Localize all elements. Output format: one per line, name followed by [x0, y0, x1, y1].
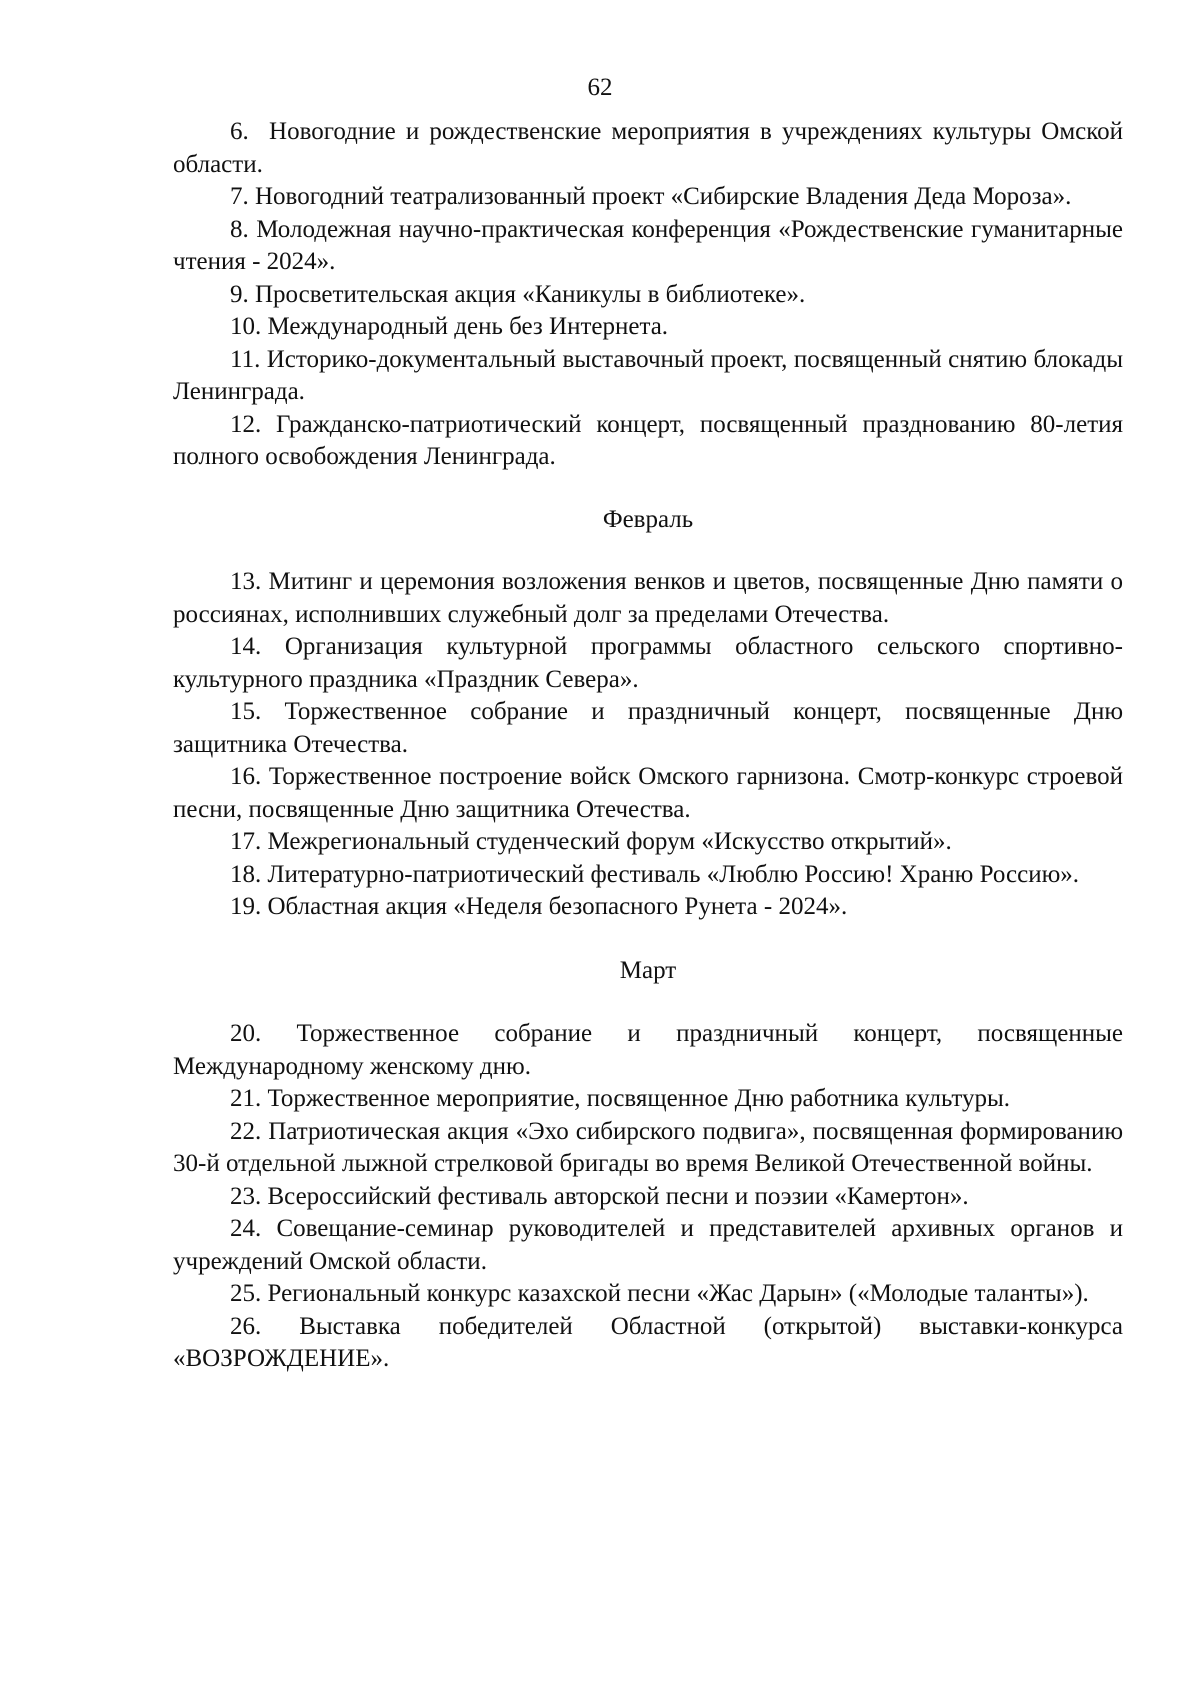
section-heading-march: Март [619, 956, 677, 984]
list-item: 17. Межрегиональный студенческий форум «Искусство открытий». [230, 828, 952, 855]
list-item: 10. Международный день без Интернета. [230, 313, 669, 340]
list-item: 9. Просветительская акция «Каникулы в библиотеке». [230, 280, 806, 308]
list-item: 7. Новогодний театрализованный проект «Сибирские Владения Деда Мороза». [230, 183, 1072, 210]
list-item: 11. Историко-документальный выставочный проект, посвященный снятию блокады Ленинграда. [173, 345, 1123, 405]
page-number: 62 [587, 74, 613, 101]
list-item: 14. Организация культурной программы областного сельского спортивно-культурного праздника «Праздник Севера». [173, 633, 1123, 693]
section-heading-february: Февраль [602, 505, 694, 533]
list-item: 19. Областная акция «Неделя безопасного Рунета - 2024». [230, 893, 848, 920]
list-item: 12. Гражданско-патриотический концерт, посвященный празднованию 80-летия полного освобождения Ленинграда. [173, 410, 1123, 470]
items-list-march [173, 1018, 1123, 1376]
list-item: 22. Патриотическая акция «Эхо сибирского подвига», посвященная формированию 30-й отдельной лыжной стрелковой бригады во время Великой Отечественной войны. [173, 1117, 1123, 1177]
list-item: 13. Митинг и церемония возложения венков и цветов, посвященные Дню памяти о россиянах, исполнивших служебный долг за пределами Отечества. [173, 568, 1123, 628]
list-item: 18. Литературно-патриотический фестиваль «Люблю Россию! Храню Россию». [230, 860, 1080, 888]
list-item: 20. Торжественное собрание и праздничный концерт, посвященные Международному женскому дню. [173, 1020, 1123, 1080]
list-item: 25. Региональный конкурс казахской песни «Жас Дарын» («Молодые таланты»). [230, 1280, 1089, 1307]
items-list-january [173, 116, 1123, 474]
list-item: 8. Молодежная научно-практическая конференция «Рождественские гуманитарные чтения - 2024». [173, 215, 1123, 275]
items-list-february [173, 566, 1123, 924]
list-item: 26. Выставка победителей Областной (открытой) выставки-конкурса «ВОЗРОЖДЕНИЕ». [173, 1312, 1123, 1372]
document-body [173, 116, 1123, 1376]
list-item: 16. Торжественное построение войск Омского гарнизона. Смотр-конкурс строевой песни, посвященные Дню защитника Отечества. [173, 763, 1123, 823]
list-item: 6. Новогодние и рождественские мероприятия в учреждениях культуры Омской области. [173, 118, 1123, 178]
list-item: 23. Всероссийский фестиваль авторской песни и поэзии «Камертон». [230, 1182, 969, 1210]
list-item: 15. Торжественное собрание и праздничный концерт, посвященные Дню защитника Отечества. [173, 698, 1123, 758]
list-item: 24. Совещание-семинар руководителей и представителей архивных органов и учреждений Омской области. [173, 1215, 1123, 1275]
list-item: 21. Торжественное мероприятие, посвященное Дню работника культуры. [230, 1085, 1011, 1112]
